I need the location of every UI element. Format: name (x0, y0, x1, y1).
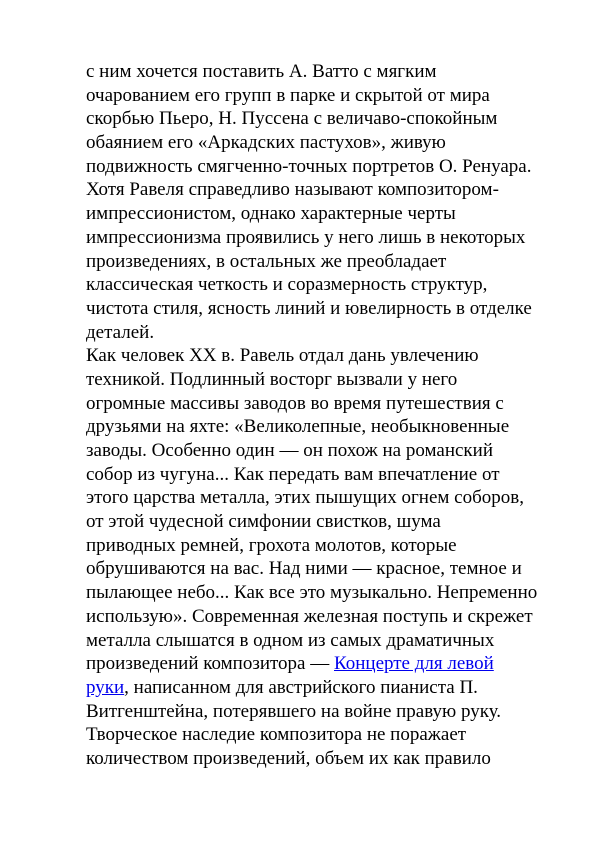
body-text (86, 60, 556, 771)
text-segment: произведений композитора — (86, 653, 334, 675)
text-line: Как человек XX в. Равель отдал дань увлечению (86, 345, 479, 367)
text-line: Хотя Равеля справедливо называют композитором- (86, 179, 499, 201)
text-line: собор из чугуна... Как передать вам впечатление от (86, 463, 500, 485)
text-line: заводы. Особенно один — он похож на романский (86, 440, 493, 461)
text-line: скорбью Пьеро, Н. Пуссена с величаво-спокойным (86, 108, 498, 130)
concerto-link[interactable]: Концерте для левой (334, 653, 494, 675)
text-line-with-link (86, 676, 556, 700)
text-line: техникой. Подлинный восторг вызвали у него (86, 368, 458, 390)
text-line: с ним хочется поставить А. Ватто с мягким (86, 61, 437, 82)
text-line: Творческое наследие композитора не поражает (86, 724, 467, 746)
text-line: импрессионистом, однако характерные черты (86, 203, 456, 225)
text-segment: , написанном для австрийского пианиста П. (124, 676, 478, 698)
text-line: от этой чудесной симфонии свистков, шума (86, 511, 441, 533)
text-line: деталей. (86, 321, 155, 343)
text-line: приводных ремней, грохота молотов, которые (86, 534, 457, 556)
text-line: использую». Современная железная поступь и скрежет (86, 605, 533, 627)
text-line: металла слышатся в одном из самых драматичных (86, 629, 495, 651)
text-line: пылающее небо... Как все это музыкально. Непременно (86, 582, 538, 604)
text-line: импрессионизма проявились у него лишь в некоторых (86, 226, 526, 248)
text-line: обаянием его «Аркадских пастухов», живую (86, 132, 446, 154)
text-line-with-link (86, 652, 556, 676)
text-line: подвижность смягченно-точных портретов О. Ренуара. (86, 155, 532, 177)
text-line: произведениях, в остальных же преобладает (86, 250, 447, 272)
text-line: этого царства металла, этих пышущих огнем соборов, (86, 487, 524, 509)
text-line: чистота стиля, ясность линий и ювелирность в отделке (86, 297, 532, 319)
text-line: количеством произведений, объем их как правило (86, 747, 491, 769)
text-line: очарованием его групп в парке и скрытой от мира (86, 84, 490, 106)
text-line: классическая четкость и соразмерность структур, (86, 274, 488, 296)
concerto-link-continued[interactable]: руки (86, 676, 125, 698)
text-line: друзьями на яхте: «Великолепные, необыкновенные (86, 416, 510, 438)
text-line: Витгенштейна, потерявшего на войне правую руку. (86, 700, 502, 722)
text-line: огромные массивы заводов во время путешествия с (86, 392, 504, 414)
text-line: обрушиваются на вас. Над ними — красное, темное и (86, 558, 522, 580)
